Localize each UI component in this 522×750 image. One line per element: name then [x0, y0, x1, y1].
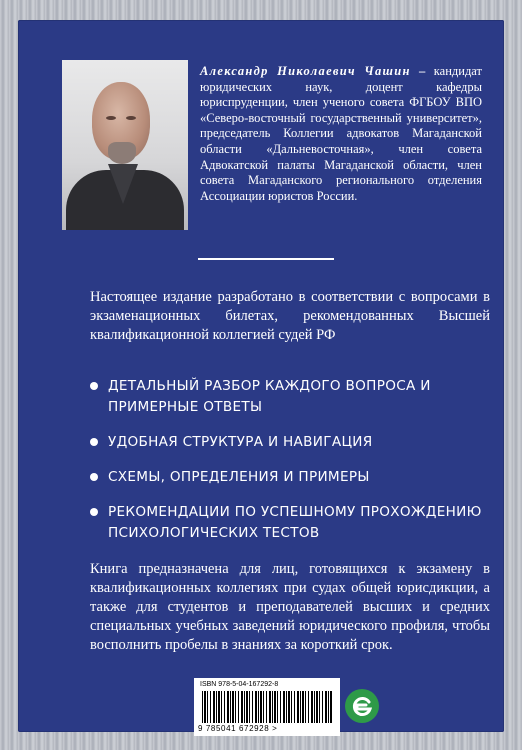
- book-description: Книга предназначена для лиц, готовящихся к экзамену в квалификационных коллегиях при судах общей юрисдикции, а также для студентов и преподавателей высших и средних специальных учебных заведений юридического профиля, чтобы восполнить пробелы в знаниях за короткий срок.: [90, 561, 490, 653]
- feature-text: ДЕТАЛЬНЫЙ РАЗБОР КАЖДОГО ВОПРОСА И ПРИМЕРНЫЕ ОТВЕТЫ: [108, 378, 431, 415]
- barcode-number: 9 785041 672928 >: [198, 724, 278, 733]
- list-item: [90, 376, 490, 418]
- divider: [198, 258, 334, 260]
- back-cover-panel: [18, 20, 504, 732]
- list-item: [90, 467, 490, 488]
- barcode-bars: [202, 691, 332, 723]
- bullet-icon: [90, 438, 98, 446]
- feature-text: СХЕМЫ, ОПРЕДЕЛЕНИЯ И ПРИМЕРЫ: [108, 469, 370, 485]
- list-item: [90, 432, 490, 453]
- author-name: Александр Николаевич Чашин –: [200, 64, 427, 78]
- bullet-icon: [90, 508, 98, 516]
- feature-text: УДОБНАЯ СТРУКТУРА И НАВИГАЦИЯ: [108, 434, 373, 450]
- publisher-logo-icon: [344, 688, 380, 724]
- author-bio: [200, 64, 482, 204]
- bullet-icon: [90, 382, 98, 390]
- bullet-icon: [90, 473, 98, 481]
- isbn-text: ISBN 978-5-04-167292-8: [200, 681, 279, 688]
- feature-list: [90, 376, 490, 558]
- barcode: [194, 678, 340, 736]
- intro-text: Настоящее издание разработано в соответствии с вопросами в экзаменационных билетах, рекомендованных Высшей квалификационной коллегией судей РФ: [90, 289, 490, 343]
- list-item: [90, 502, 490, 544]
- author-credentials: кандидат юридических наук, доцент кафедры юриспруденции, член ученого совета ФГБОУ ВПО «Северо-восточный государственный университет», председатель Коллегии адвокатов Магаданской области «Дальневосточная», член совета Адвокатской палаты Магаданской области, член совета Магаданского регионального отделения Ассоциации юристов России.: [200, 64, 482, 203]
- author-photo: [62, 60, 188, 230]
- feature-text: РЕКОМЕНДАЦИИ ПО УСПЕШНОМУ ПРОХОЖДЕНИЮ ПСИХОЛОГИЧЕСКИХ ТЕСТОВ: [108, 504, 482, 541]
